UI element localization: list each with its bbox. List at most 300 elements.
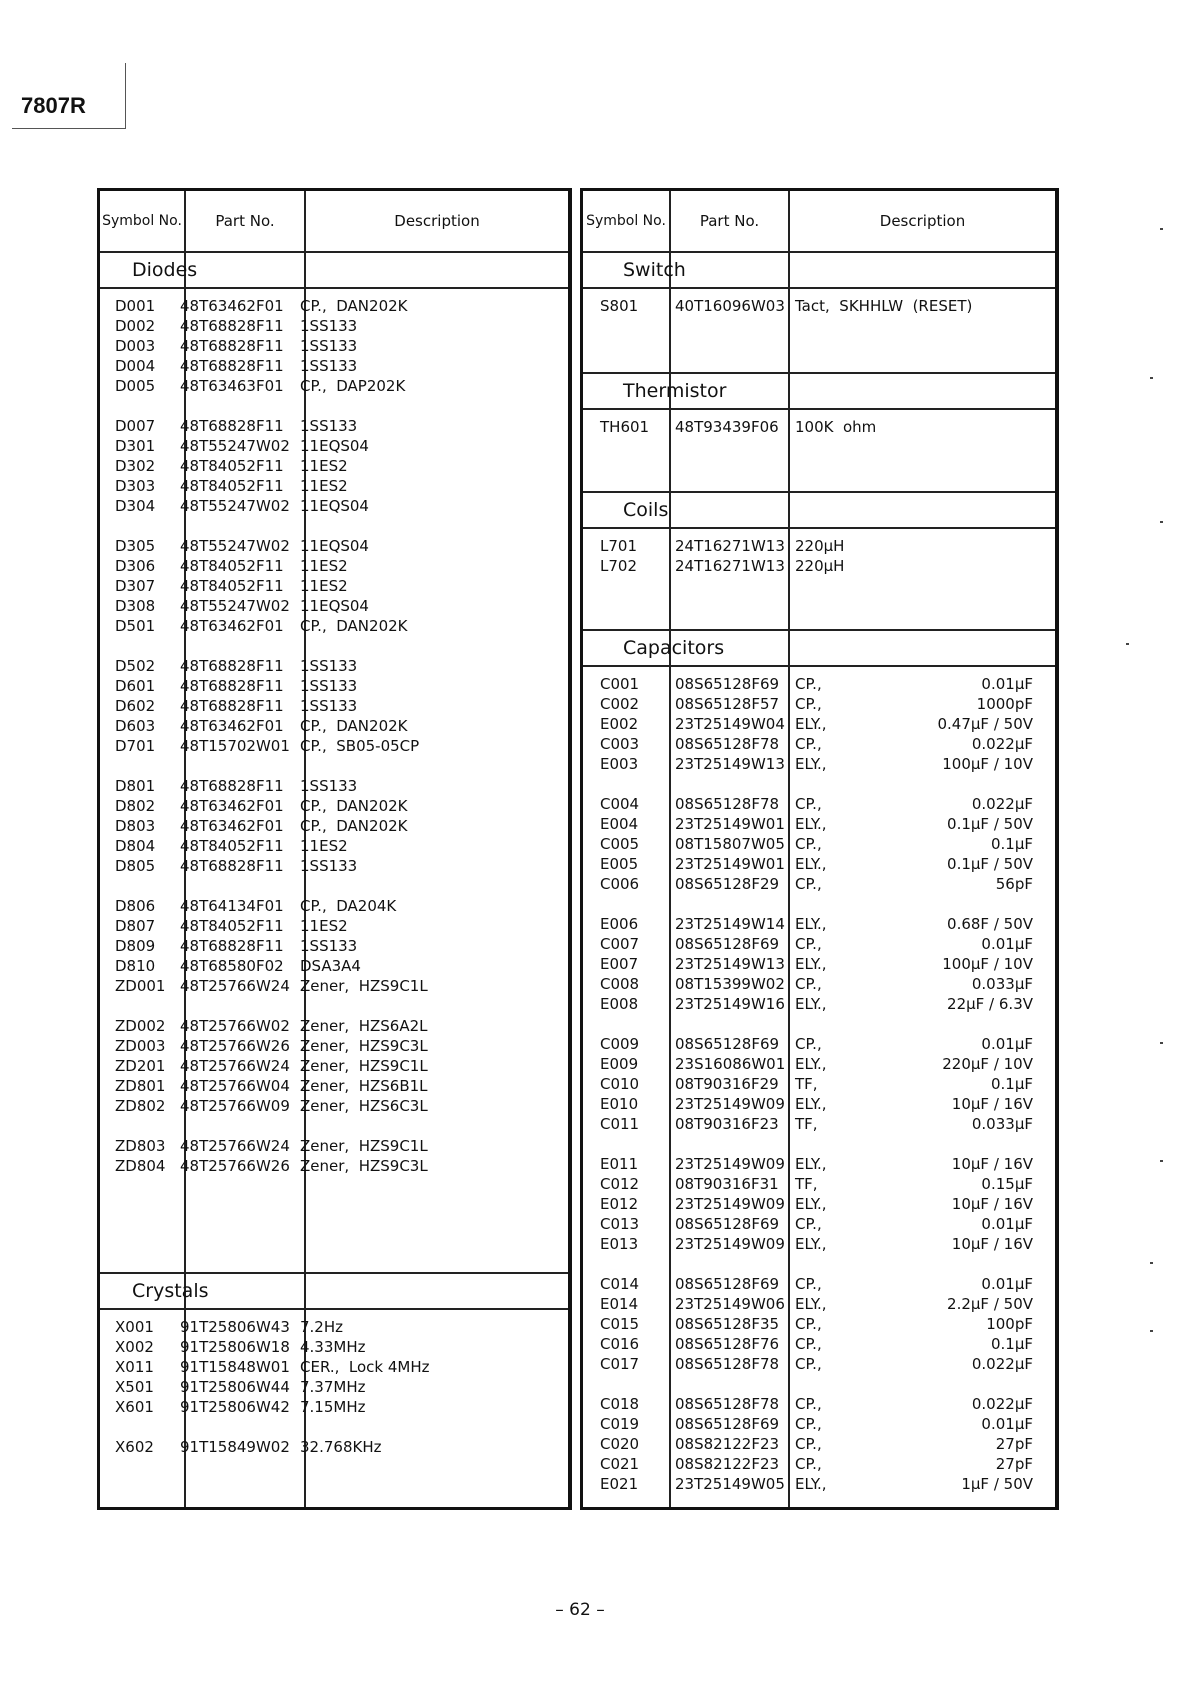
description: 1SS133	[300, 677, 358, 695]
description: ELY.,	[795, 1055, 827, 1073]
symbol-no: D002	[115, 317, 156, 335]
section-title-thermistor: Thermistor	[623, 380, 727, 402]
symbol-no: E002	[600, 715, 639, 733]
symbol-no: C021	[600, 1455, 640, 1473]
part-no: 48T25766W09	[180, 1097, 290, 1115]
header-rule	[583, 251, 1055, 253]
part-no: 23T25149W14	[675, 915, 785, 933]
description: 1SS133	[300, 937, 358, 955]
description: 1SS133	[300, 317, 358, 335]
value: 10µF / 16V	[951, 1095, 1033, 1113]
part-no: 48T68828F11	[180, 657, 284, 675]
section-divider	[583, 372, 1055, 374]
symbol-no: C007	[600, 935, 640, 953]
description: 1SS133	[300, 857, 358, 875]
symbol-no: D502	[115, 657, 156, 675]
part-no: 48T68828F11	[180, 777, 284, 795]
description: 11ES2	[300, 557, 348, 575]
value: 0.01µF	[981, 1035, 1033, 1053]
part-no: 08S65128F69	[675, 1415, 780, 1433]
part-no: 08S65128F76	[675, 1335, 780, 1353]
symbol-no: D301	[115, 437, 156, 455]
description: 100K ohm	[795, 418, 877, 436]
description: CP.,	[795, 1355, 822, 1373]
symbol-no: C014	[600, 1275, 640, 1293]
value: 1µF / 50V	[961, 1475, 1033, 1493]
symbol-no: D304	[115, 497, 156, 515]
part-no: 48T63463F01	[180, 377, 284, 395]
part-no: 48T84052F11	[180, 457, 284, 475]
symbol-no: D806	[115, 897, 156, 915]
header-description: Description	[879, 212, 966, 230]
part-no: 48T84052F11	[180, 917, 284, 935]
value: 0.47µF / 50V	[937, 715, 1033, 733]
description: CP., DA204K	[300, 897, 397, 915]
part-no: 23T25149W09	[675, 1235, 785, 1253]
value: 1000pF	[976, 695, 1033, 713]
part-no: 08T90316F29	[675, 1075, 779, 1093]
symbol-no: ZD804	[115, 1157, 166, 1175]
symbol-no: C003	[600, 735, 640, 753]
header-description: Description	[394, 212, 480, 230]
value: 100µF / 10V	[942, 955, 1033, 973]
part-no: 08S65128F69	[675, 1275, 780, 1293]
model-number: 7807R	[21, 93, 86, 118]
part-no: 23T25149W05	[675, 1475, 785, 1493]
description: CP.,	[795, 975, 822, 993]
description: ELY.,	[795, 915, 827, 933]
section-rule	[583, 665, 1055, 667]
description: 1SS133	[300, 417, 358, 435]
value: 27pF	[995, 1435, 1033, 1453]
symbol-no: C005	[600, 835, 640, 853]
description: 11ES2	[300, 917, 348, 935]
part-no: 08S82122F23	[675, 1435, 780, 1453]
description: 220µH	[795, 557, 845, 575]
description: ELY.,	[795, 1235, 827, 1253]
value: 0.1µF	[990, 835, 1033, 853]
symbol-no: E007	[600, 955, 639, 973]
header-symbol-no: Symbol No.	[102, 212, 182, 229]
section-rule	[583, 287, 1055, 289]
symbol-no: X601	[115, 1398, 154, 1416]
part-no: 48T64134F01	[180, 897, 284, 915]
part-no: 08S65128F69	[675, 1215, 780, 1233]
description: CP.,	[795, 935, 822, 953]
part-no: 48T68828F11	[180, 677, 284, 695]
scan-mark	[1126, 643, 1129, 645]
part-no: 24T16271W13	[675, 537, 785, 555]
part-no: 91T25806W43	[180, 1318, 290, 1336]
value: 0.15µF	[981, 1175, 1033, 1193]
part-no: 24T16271W13	[675, 557, 785, 575]
symbol-no: L702	[600, 557, 637, 575]
description: ELY.,	[795, 715, 827, 733]
symbol-no: E013	[600, 1235, 639, 1253]
part-no: 48T25766W02	[180, 1017, 290, 1035]
symbol-no: D807	[115, 917, 156, 935]
symbol-no: C006	[600, 875, 640, 893]
section-title-crystals: Crystals	[132, 1280, 209, 1302]
value: 0.033µF	[971, 1115, 1033, 1133]
description: CP.,	[795, 675, 822, 693]
symbol-no: C010	[600, 1075, 640, 1093]
part-no: 48T25766W26	[180, 1157, 290, 1175]
value: 0.01µF	[981, 1215, 1033, 1233]
part-no: 48T25766W24	[180, 1057, 290, 1075]
symbol-no: D303	[115, 477, 156, 495]
description: ELY.,	[795, 1295, 827, 1313]
symbol-no: C020	[600, 1435, 640, 1453]
part-no: 48T68828F11	[180, 357, 284, 375]
part-no: 08S65128F78	[675, 1395, 780, 1413]
symbol-no: D302	[115, 457, 156, 475]
description: Tact, SKHHLW (RESET)	[795, 297, 973, 315]
part-no: 91T25806W18	[180, 1338, 290, 1356]
description: ELY.,	[795, 855, 827, 873]
symbol-no: D601	[115, 677, 156, 695]
page-number: – 62 –	[555, 1600, 605, 1620]
part-no: 08S65128F35	[675, 1315, 780, 1333]
part-no: 48T93439F06	[675, 418, 779, 436]
description: TF,	[795, 1115, 818, 1133]
part-no: 48T15702W01	[180, 737, 290, 755]
symbol-no: C011	[600, 1115, 640, 1133]
header-symbol-no: Symbol No.	[586, 212, 666, 229]
symbol-no: D805	[115, 857, 156, 875]
symbol-no: D701	[115, 737, 156, 755]
part-no: 91T15849W02	[180, 1438, 290, 1456]
description: CER., Lock 4MHz	[300, 1358, 430, 1376]
symbol-no: ZD003	[115, 1037, 166, 1055]
value: 0.022µF	[971, 1395, 1033, 1413]
part-no: 48T55247W02	[180, 437, 290, 455]
part-no: 48T68828F11	[180, 417, 284, 435]
scan-mark	[1160, 1160, 1163, 1162]
description: CP.,	[795, 1335, 822, 1353]
part-no: 48T55247W02	[180, 497, 290, 515]
symbol-no: ZD803	[115, 1137, 166, 1155]
part-no: 48T84052F11	[180, 557, 284, 575]
symbol-no: D602	[115, 697, 156, 715]
description: TF,	[795, 1075, 818, 1093]
value: 0.01µF	[981, 1275, 1033, 1293]
symbol-no: D501	[115, 617, 156, 635]
description: CP., DAN202K	[300, 617, 408, 635]
part-no: 08S65128F69	[675, 675, 780, 693]
part-no: 48T68828F11	[180, 937, 284, 955]
section-title-diodes: Diodes	[132, 259, 198, 281]
description: ELY.,	[795, 1095, 827, 1113]
symbol-no: C013	[600, 1215, 640, 1233]
symbol-no: C001	[600, 675, 640, 693]
value: 0.01µF	[981, 675, 1033, 693]
symbol-no: E021	[600, 1475, 639, 1493]
value: 0.022µF	[971, 735, 1033, 753]
section-rule	[583, 527, 1055, 529]
parts-table-right	[580, 188, 1059, 1510]
description: Zener, HZS6A2L	[300, 1017, 428, 1035]
symbol-no: E004	[600, 815, 639, 833]
description: 11EQS04	[300, 537, 369, 555]
description: CP.,	[795, 1215, 822, 1233]
part-no: 23T25149W09	[675, 1195, 785, 1213]
description: 1SS133	[300, 697, 358, 715]
value: 2.2µF / 50V	[947, 1295, 1033, 1313]
symbol-no: C017	[600, 1355, 640, 1373]
description: Zener, HZS9C1L	[300, 1057, 428, 1075]
part-no: 48T63462F01	[180, 817, 284, 835]
part-no: 48T68828F11	[180, 697, 284, 715]
part-no: 48T68828F11	[180, 857, 284, 875]
description: 7.2Hz	[300, 1318, 344, 1336]
symbol-no: D804	[115, 837, 156, 855]
part-no: 48T55247W02	[180, 537, 290, 555]
section-title-capacitors: Capacitors	[623, 637, 725, 659]
part-no: 91T25806W44	[180, 1378, 290, 1396]
part-no: 48T68580F02	[180, 957, 284, 975]
part-no: 23T25149W04	[675, 715, 785, 733]
header-part-no: Part No.	[699, 212, 760, 230]
section-divider	[100, 1272, 568, 1274]
value: 10µF / 16V	[951, 1235, 1033, 1253]
description: 11EQS04	[300, 597, 369, 615]
part-no: 48T84052F11	[180, 837, 284, 855]
symbol-no: D801	[115, 777, 156, 795]
description: 11ES2	[300, 837, 348, 855]
symbol-no: D004	[115, 357, 156, 375]
part-no: 48T68828F11	[180, 317, 284, 335]
part-no: 08S82122F23	[675, 1455, 780, 1473]
section-rule	[100, 1308, 568, 1310]
description: CP.,	[795, 735, 822, 753]
scan-mark	[1150, 1262, 1153, 1264]
symbol-no: E008	[600, 995, 639, 1013]
symbol-no: C016	[600, 1335, 640, 1353]
description: CP.,	[795, 795, 822, 813]
description: 1SS133	[300, 777, 358, 795]
part-no: 08S65128F29	[675, 875, 780, 893]
part-no: 08S65128F69	[675, 935, 780, 953]
description: CP., DAN202K	[300, 717, 408, 735]
part-no: 40T16096W03	[675, 297, 785, 315]
part-no: 23T25149W13	[675, 755, 785, 773]
value: 10µF / 16V	[951, 1155, 1033, 1173]
part-no: 91T25806W42	[180, 1398, 290, 1416]
symbol-no: E012	[600, 1195, 639, 1213]
description: ELY.,	[795, 995, 827, 1013]
value: 0.1µF / 50V	[947, 855, 1033, 873]
value: 0.1µF	[990, 1335, 1033, 1353]
part-no: 08S65128F57	[675, 695, 780, 713]
description: 220µH	[795, 537, 845, 555]
scan-mark	[1150, 1330, 1153, 1332]
part-no: 08T15807W05	[675, 835, 785, 853]
description: CP., SB05-05CP	[300, 737, 420, 755]
symbol-no: D305	[115, 537, 156, 555]
symbol-no: C008	[600, 975, 640, 993]
scan-mark	[1160, 228, 1163, 230]
part-no: 48T63462F01	[180, 297, 284, 315]
part-no: 48T25766W24	[180, 1137, 290, 1155]
symbol-no: D603	[115, 717, 156, 735]
symbol-no: ZD002	[115, 1017, 166, 1035]
value: 27pF	[995, 1455, 1033, 1473]
symbol-no: ZD001	[115, 977, 166, 995]
part-no: 48T25766W26	[180, 1037, 290, 1055]
symbol-no: X002	[115, 1338, 154, 1356]
description: 1SS133	[300, 657, 358, 675]
description: ELY.,	[795, 815, 827, 833]
value: 0.1µF	[990, 1075, 1033, 1093]
description: ELY.,	[795, 755, 827, 773]
value: 0.01µF	[981, 935, 1033, 953]
value: 100pF	[986, 1315, 1033, 1333]
description: Zener, HZS9C3L	[300, 1157, 428, 1175]
part-no: 08S65128F78	[675, 735, 780, 753]
part-no: 48T25766W04	[180, 1077, 290, 1095]
description: 4.33MHz	[300, 1338, 366, 1356]
model-box-underline	[12, 128, 125, 129]
symbol-no: E005	[600, 855, 639, 873]
description: 32.768KHz	[300, 1438, 382, 1456]
description: CP.,	[795, 1275, 822, 1293]
description: Zener, HZS9C1L	[300, 977, 428, 995]
symbol-no: D810	[115, 957, 156, 975]
description: CP.,	[795, 875, 822, 893]
section-divider	[583, 491, 1055, 493]
part-no: 48T63462F01	[180, 797, 284, 815]
parts-table-left	[97, 188, 572, 1510]
description: 1SS133	[300, 357, 358, 375]
symbol-no: D307	[115, 577, 156, 595]
symbol-no: C002	[600, 695, 640, 713]
description: ELY.,	[795, 955, 827, 973]
description: Zener, HZS6B1L	[300, 1077, 428, 1095]
part-no: 08T15399W02	[675, 975, 785, 993]
scan-mark	[1150, 377, 1153, 379]
value: 220µF / 10V	[942, 1055, 1033, 1073]
symbol-no: X602	[115, 1438, 154, 1456]
symbol-no: ZD802	[115, 1097, 166, 1115]
symbol-no: D803	[115, 817, 156, 835]
part-no: 23T25149W01	[675, 815, 785, 833]
symbol-no: C018	[600, 1395, 640, 1413]
part-no: 48T84052F11	[180, 577, 284, 595]
header-part-no: Part No.	[215, 212, 275, 230]
description: 11EQS04	[300, 497, 369, 515]
part-no: 08T90316F23	[675, 1115, 779, 1133]
description: DSA3A4	[300, 957, 361, 975]
description: ELY.,	[795, 1475, 827, 1493]
description: Zener, HZS9C3L	[300, 1037, 428, 1055]
symbol-no: D306	[115, 557, 156, 575]
part-no: 48T68828F11	[180, 337, 284, 355]
symbol-no: C019	[600, 1415, 640, 1433]
part-no: 48T84052F11	[180, 477, 284, 495]
part-no: 48T63462F01	[180, 717, 284, 735]
symbol-no: E003	[600, 755, 639, 773]
value: 10µF / 16V	[951, 1195, 1033, 1213]
symbol-no: TH601	[600, 418, 650, 436]
part-no: 08T90316F31	[675, 1175, 779, 1193]
scan-mark	[1160, 521, 1163, 523]
description: CP.,	[795, 1395, 822, 1413]
description: 1SS133	[300, 337, 358, 355]
section-rule	[100, 287, 568, 289]
symbol-no: L701	[600, 537, 637, 555]
symbol-no: D809	[115, 937, 156, 955]
description: 11ES2	[300, 477, 348, 495]
section-title-coils: Coils	[623, 499, 669, 521]
description: CP., DAN202K	[300, 797, 408, 815]
description: TF,	[795, 1175, 818, 1193]
symbol-no: E010	[600, 1095, 639, 1113]
description: Zener, HZS6C3L	[300, 1097, 428, 1115]
part-no: 23T25149W16	[675, 995, 785, 1013]
description: CP., DAN202K	[300, 297, 408, 315]
description: 7.15MHz	[300, 1398, 366, 1416]
part-no: 08S65128F78	[675, 1355, 780, 1373]
description: CP., DAP202K	[300, 377, 406, 395]
symbol-no: D005	[115, 377, 156, 395]
value: 0.01µF	[981, 1415, 1033, 1433]
description: CP.,	[795, 1315, 822, 1333]
part-no: 23T25149W09	[675, 1155, 785, 1173]
symbol-no: X011	[115, 1358, 154, 1376]
symbol-no: E011	[600, 1155, 639, 1173]
symbol-no: E006	[600, 915, 639, 933]
description: CP.,	[795, 1035, 822, 1053]
description: CP.,	[795, 695, 822, 713]
description: ELY.,	[795, 1155, 827, 1173]
value: 0.022µF	[971, 795, 1033, 813]
value: 0.033µF	[971, 975, 1033, 993]
value: 100µF / 10V	[942, 755, 1033, 773]
symbol-no: X501	[115, 1378, 154, 1396]
symbol-no: C015	[600, 1315, 640, 1333]
value: 0.022µF	[971, 1355, 1033, 1373]
part-no: 91T15848W01	[180, 1358, 290, 1376]
section-divider	[583, 629, 1055, 631]
symbol-no: ZD201	[115, 1057, 166, 1075]
symbol-no: X001	[115, 1318, 154, 1336]
section-title-switch: Switch	[623, 259, 686, 281]
symbol-no: E009	[600, 1055, 639, 1073]
part-no: 23T25149W13	[675, 955, 785, 973]
description: Zener, HZS9C1L	[300, 1137, 428, 1155]
scan-mark	[1160, 1042, 1163, 1044]
symbol-no: D308	[115, 597, 156, 615]
part-no: 48T25766W24	[180, 977, 290, 995]
part-no: 23T25149W09	[675, 1095, 785, 1113]
part-no: 48T63462F01	[180, 617, 284, 635]
symbol-no: ZD801	[115, 1077, 166, 1095]
symbol-no: S801	[600, 297, 639, 315]
part-no: 08S65128F69	[675, 1035, 780, 1053]
description: CP.,	[795, 1415, 822, 1433]
section-rule	[583, 408, 1055, 410]
description: 11ES2	[300, 577, 348, 595]
description: 7.37MHz	[300, 1378, 366, 1396]
symbol-no: C009	[600, 1035, 640, 1053]
header-rule	[100, 251, 568, 253]
part-no: 23T25149W01	[675, 855, 785, 873]
description: CP.,	[795, 1455, 822, 1473]
description: 11EQS04	[300, 437, 369, 455]
symbol-no: C012	[600, 1175, 640, 1193]
value: 0.68F / 50V	[947, 915, 1033, 933]
